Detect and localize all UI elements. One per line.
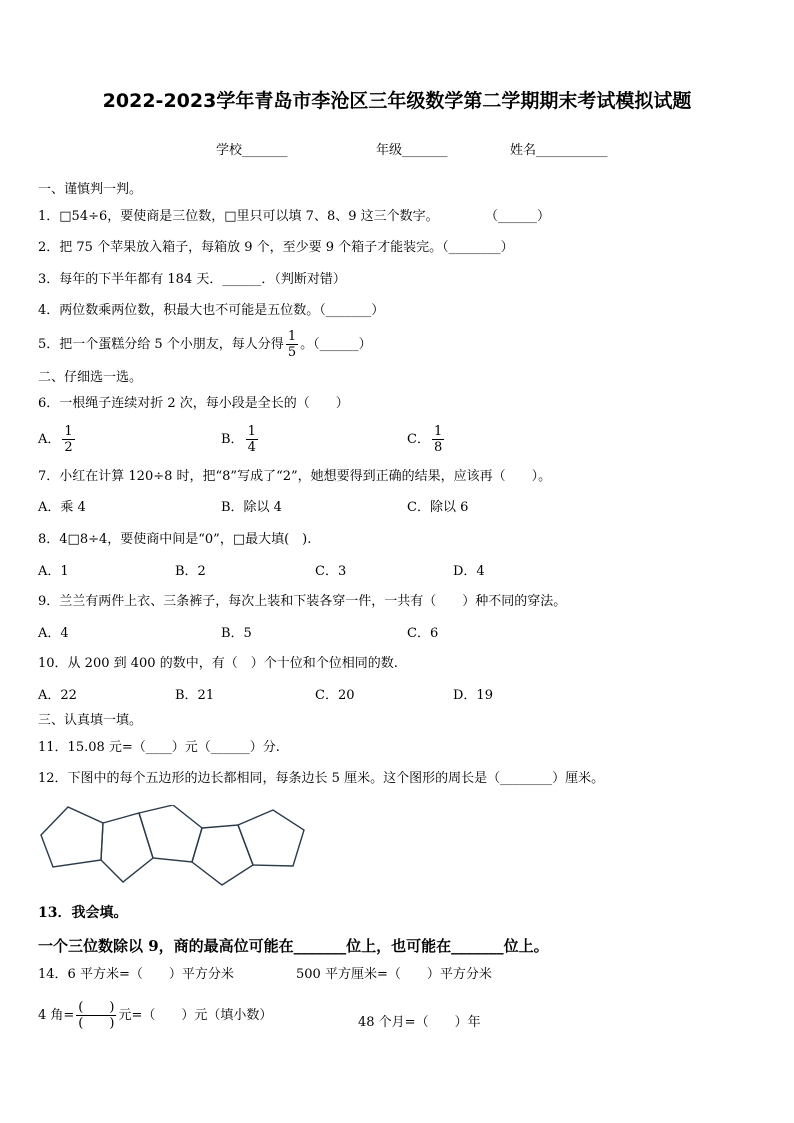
fraction-denominator: 4 (247, 440, 256, 455)
question-3: 3．每年的下半年都有 184 天．______．（判断对错） (38, 272, 346, 287)
question-6: 6．一根绳子连续对折 2 次，每小段是全长的（ ） (38, 396, 349, 411)
grade-field[interactable]: 年级_______ (376, 143, 448, 158)
question-14-part-a: 14．6 平方米=（ ）平方分米 (38, 967, 234, 982)
question-9: 9．兰兰有两件上衣、三条裤子，每次上装和下装各穿一件，一共有（ ）种不同的穿法。 (38, 594, 567, 609)
question-14-part-d: 48 个月=（ ）年 (358, 1015, 481, 1030)
q14c-suffix: 元=（ ）元（填小数） (118, 1008, 273, 1023)
question-1: 1．□54÷6，要使商是三位数，□里只可以填 7、8、9 这三个数字。 (38, 209, 439, 224)
q6-option-c[interactable] (407, 424, 446, 455)
q10-option-a[interactable]: A．22 (38, 688, 77, 703)
question-2: 2．把 75 个苹果放入箱子，每箱放 9 个，至少要 9 个箱子才能装完。（________） (38, 240, 514, 255)
fraction-denominator[interactable]: ( ) (78, 1016, 115, 1031)
option-label: C． (407, 432, 430, 447)
question-8: 8．4□8÷4，要使商中间是“0”，□最大填( ). (38, 532, 312, 547)
q9-option-b[interactable]: B．5 (221, 626, 252, 641)
q10-option-c[interactable]: C．20 (315, 688, 355, 703)
option-fraction (62, 424, 74, 455)
q14c-prefix: 4 角= (38, 1008, 75, 1023)
school-field[interactable]: 学校_______ (216, 143, 288, 158)
q8-option-b[interactable]: B．2 (175, 564, 206, 579)
question-1-answer[interactable]: （______） (485, 209, 551, 224)
q8-option-c[interactable]: C．3 (315, 564, 347, 579)
question-13-heading: 13．我会填。 (38, 905, 128, 921)
page-title: 2022-2023学年青岛市李沧区三年级数学第二学期期末考试模拟试题 (102, 90, 692, 112)
q7-option-c[interactable]: C．除以 6 (407, 500, 469, 515)
fraction-one-fifth (286, 329, 298, 360)
q7-option-a[interactable]: A．乘 4 (38, 500, 86, 515)
question-12: 12．下图中的每个五边形的边长都相同，每条边长 5 厘米。这个图形的周长是（________）厘米。 (38, 771, 605, 786)
q8-option-d[interactable]: D．4 (453, 564, 485, 579)
fraction-numerator[interactable]: ( ) (78, 1000, 115, 1015)
fraction-numerator: 1 (287, 329, 297, 344)
question-14-part-b: 500 平方厘米=（ ）平方分米 (296, 967, 492, 982)
question-5-text: 5．把一个蛋糕分给 5 个小朋友，每人分得 (38, 337, 284, 352)
option-label: B． (221, 432, 244, 447)
q6-option-a[interactable] (38, 424, 77, 455)
section1-heading: 一、谨慎判一判。 (38, 182, 143, 197)
question-13-body: 一个三位数除以 9，商的最高位可能在_______位上，也可能在_______位上。 (38, 937, 549, 955)
fraction-numerator: 1 (247, 424, 256, 439)
fraction-denominator: 8 (433, 440, 443, 455)
question-11: 11．15.08 元=（____）元（______）分. (38, 740, 280, 755)
option-label: A． (38, 432, 61, 447)
pentagon-4 (192, 825, 253, 885)
q7-option-b[interactable]: B．除以 4 (221, 500, 282, 515)
question-5 (38, 329, 372, 360)
name-field[interactable]: 姓名___________ (510, 143, 608, 158)
fraction-denominator: 5 (287, 345, 297, 360)
fraction-numerator: 1 (64, 424, 73, 439)
q8-option-a[interactable]: A．1 (38, 564, 69, 579)
option-fraction (246, 424, 258, 455)
pentagon-chain-figure (36, 805, 306, 890)
q9-option-a[interactable]: A．4 (38, 626, 69, 641)
fraction-numerator: 1 (433, 424, 443, 439)
q6-option-b[interactable] (221, 424, 260, 455)
question-14-part-c (38, 1000, 272, 1031)
q10-option-b[interactable]: B．21 (175, 688, 215, 703)
q14c-fraction[interactable] (76, 1000, 116, 1031)
fraction-denominator: 2 (64, 440, 73, 455)
pentagon-3 (139, 805, 202, 862)
question-5-answer: 。（______） (300, 337, 372, 352)
q10-option-d[interactable]: D．19 (453, 688, 493, 703)
question-7: 7．小红在计算 120÷8 时，把“8”写成了“2”，她想要得到正确的结果，应该再（ ）。 (38, 469, 552, 484)
pentagon-2 (101, 813, 153, 882)
question-4: 4．两位数乘两位数，积最大也不可能是五位数。（_______） (38, 303, 385, 318)
section2-heading: 二、仔细选一选。 (38, 370, 143, 385)
q9-option-c[interactable]: C．6 (407, 626, 439, 641)
question-10: 10．从 200 到 400 的数中，有（ ）个十位和个位相同的数. (38, 656, 398, 671)
pentagon-5 (238, 810, 304, 866)
section3-heading: 三、认真填一填。 (38, 713, 143, 728)
option-fraction (432, 424, 444, 455)
pentagon-1 (41, 807, 103, 867)
